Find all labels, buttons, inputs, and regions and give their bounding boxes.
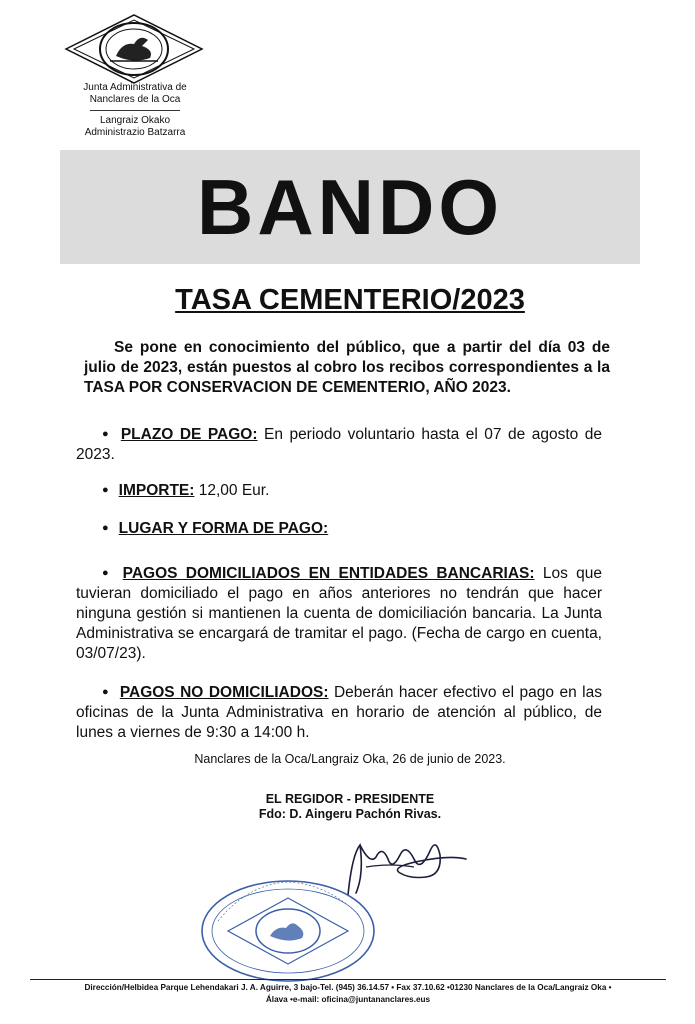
item-label: PAGOS NO DOMICILIADOS: [119, 684, 329, 701]
item-label: PAGOS DOMICILIADOS EN ENTIDADES BANCARIAS: [122, 565, 535, 582]
org-name-basque [72, 115, 198, 139]
bullet-icon: ● [102, 686, 110, 698]
intro-paragraph: Se pone en conocimiento del público, que a partir del día 03 de julio de 2023, están puestos al cobro los recibos correspondientes a la TASA POR CONSERVACION DE CEMENTERIO, AÑO 2023. [84, 339, 610, 396]
footer-divider [30, 979, 666, 980]
signatory-name: Fdo: D. Aingeru Pachón Rivas. [258, 807, 442, 821]
list-item [76, 480, 602, 501]
item-text: Deberán hacer efectivo el pago en las oficinas de la Junta Administrativa en horario de atención al público, de lunes a viernes de 9:30 a 14:00 h. [76, 684, 602, 741]
list-item [76, 682, 602, 743]
item-label: LUGAR Y FORMA DE PAGO: [118, 520, 329, 537]
footer-address: Dirección/Helbidea Parque Lehendakari J. A. Aguirre, 3 bajo-Tel. (945) 36.14.57 • Fax 37.10.62 •01230 Nanclares de la Oca/Langraiz Oka • [84, 983, 612, 992]
notice-subtitle: TASA CEMENTERIO/2023 [175, 284, 525, 316]
list-item [76, 563, 602, 664]
page-title: BANDO [197, 163, 503, 251]
bullet-icon: ● [102, 428, 111, 440]
item-text: En periodo voluntario hasta el 07 de agosto de 2023. [76, 426, 602, 463]
footer-contact: Álava •e-mail: oficina@juntananclares.eus [265, 995, 431, 1004]
org-name-line2: Nanclares de la Oca [89, 94, 181, 105]
bullet-icon: ● [102, 522, 109, 534]
bullet-icon: ● [102, 567, 113, 579]
org-name [72, 82, 198, 106]
logo-emblem [62, 12, 206, 86]
bullet-icon: ● [102, 484, 109, 496]
org-divider [90, 110, 180, 111]
list-item [76, 424, 602, 465]
item-label: PLAZO DE PAGO: [120, 426, 258, 443]
item-text: 12,00 Eur. [194, 482, 270, 499]
list-item [76, 518, 602, 539]
org-name-eu-line2: Administrazio Batzarra [84, 127, 186, 138]
item-label: IMPORTE: [118, 482, 195, 499]
org-name-eu-line1: Langraiz Okako [99, 115, 171, 126]
official-stamp [198, 876, 378, 986]
org-name-line1: Junta Administrativa de [83, 82, 187, 93]
item-text: Los que tuvieran domiciliado el pago en años anteriores no tendrán que hacer ninguna gestión si mantienen la cuenta de domiciliación bancaria. La Junta Administrativa se encargará de tramitar el pago. (Fecha de cargo en cuenta, 03/07/23). [76, 565, 602, 662]
place-date: Nanclares de la Oca/Langraiz Oka, 26 de junio de 2023. [194, 752, 506, 766]
signatory-title: EL REGIDOR - PRESIDENTE [265, 792, 435, 806]
